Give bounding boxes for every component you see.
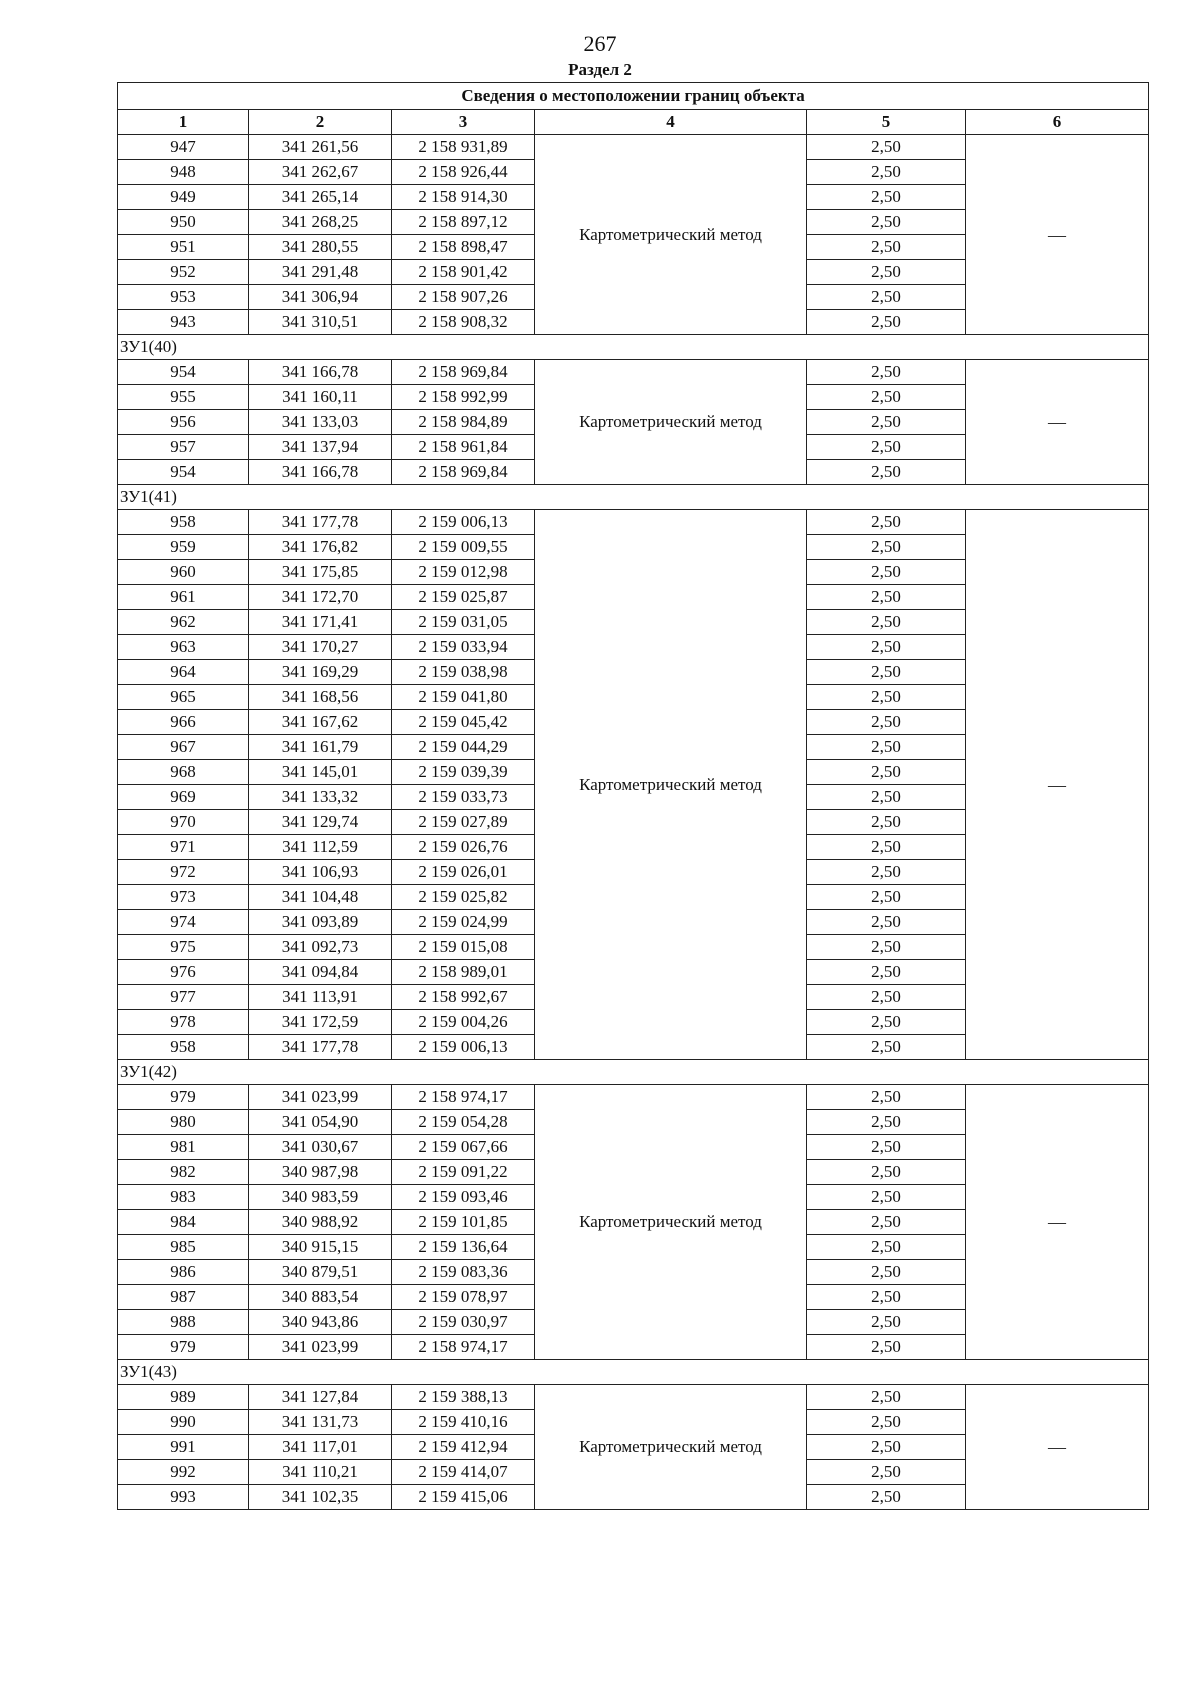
coordinate-x: 341 268,25: [249, 210, 392, 235]
accuracy-value: 2,50: [807, 235, 966, 260]
point-number: 977: [118, 985, 249, 1010]
point-number: 961: [118, 585, 249, 610]
accuracy-value: 2,50: [807, 910, 966, 935]
point-number: 966: [118, 710, 249, 735]
point-number: 952: [118, 260, 249, 285]
coordinate-y: 2 159 033,94: [392, 635, 535, 660]
coordinate-y: 2 158 901,42: [392, 260, 535, 285]
coordinate-x: 341 145,01: [249, 760, 392, 785]
coordinate-x: 341 170,27: [249, 635, 392, 660]
coordinate-x: 341 166,78: [249, 460, 392, 485]
coordinate-x: 341 106,93: [249, 860, 392, 885]
point-number: 958: [118, 1035, 249, 1060]
description-cell: —: [966, 360, 1149, 485]
coordinate-y: 2 159 038,98: [392, 660, 535, 685]
accuracy-value: 2,50: [807, 1385, 966, 1410]
accuracy-value: 2,50: [807, 1410, 966, 1435]
description-cell: —: [966, 135, 1149, 335]
accuracy-value: 2,50: [807, 1185, 966, 1210]
coordinate-x: 341 177,78: [249, 510, 392, 535]
coordinate-x: 341 291,48: [249, 260, 392, 285]
accuracy-value: 2,50: [807, 685, 966, 710]
accuracy-value: 2,50: [807, 1235, 966, 1260]
point-number: 982: [118, 1160, 249, 1185]
point-number: 981: [118, 1135, 249, 1160]
coordinate-x: 341 129,74: [249, 810, 392, 835]
point-number: 986: [118, 1260, 249, 1285]
coordinate-y: 2 159 031,05: [392, 610, 535, 635]
coordinate-x: 341 117,01: [249, 1435, 392, 1460]
coordinate-x: 341 171,41: [249, 610, 392, 635]
coordinate-x: 341 054,90: [249, 1110, 392, 1135]
coordinate-y: 2 159 136,64: [392, 1235, 535, 1260]
accuracy-value: 2,50: [807, 1435, 966, 1460]
accuracy-value: 2,50: [807, 160, 966, 185]
coordinate-y: 2 159 044,29: [392, 735, 535, 760]
column-header: 2: [249, 110, 392, 135]
coordinate-x: 341 176,82: [249, 535, 392, 560]
coordinate-y: 2 159 093,46: [392, 1185, 535, 1210]
point-number: 993: [118, 1485, 249, 1510]
coordinate-y: 2 159 012,98: [392, 560, 535, 585]
accuracy-value: 2,50: [807, 985, 966, 1010]
accuracy-value: 2,50: [807, 960, 966, 985]
table-row: [118, 510, 1149, 535]
accuracy-value: 2,50: [807, 935, 966, 960]
coordinate-y: 2 159 025,82: [392, 885, 535, 910]
accuracy-value: 2,50: [807, 1485, 966, 1510]
coordinate-y: 2 159 045,42: [392, 710, 535, 735]
coordinate-x: 341 030,67: [249, 1135, 392, 1160]
accuracy-value: 2,50: [807, 1285, 966, 1310]
accuracy-value: 2,50: [807, 885, 966, 910]
accuracy-value: 2,50: [807, 635, 966, 660]
coordinate-x: 341 102,35: [249, 1485, 392, 1510]
accuracy-value: 2,50: [807, 1460, 966, 1485]
accuracy-value: 2,50: [807, 1085, 966, 1110]
description-cell: —: [966, 1385, 1149, 1510]
coordinate-y: 2 158 974,17: [392, 1335, 535, 1360]
coordinate-y: 2 158 992,99: [392, 385, 535, 410]
accuracy-value: 2,50: [807, 210, 966, 235]
coordinate-y: 2 159 083,36: [392, 1260, 535, 1285]
point-number: 992: [118, 1460, 249, 1485]
point-number: 949: [118, 185, 249, 210]
point-number: 960: [118, 560, 249, 585]
description-cell: —: [966, 1085, 1149, 1360]
table-row: [118, 1385, 1149, 1410]
coordinate-x: 341 113,91: [249, 985, 392, 1010]
point-number: 957: [118, 435, 249, 460]
coordinate-y: 2 159 091,22: [392, 1160, 535, 1185]
coordinate-x: 341 137,94: [249, 435, 392, 460]
point-number: 980: [118, 1110, 249, 1135]
point-number: 962: [118, 610, 249, 635]
group-label: ЗУ1(42): [118, 1060, 1149, 1085]
coordinate-x: 341 133,03: [249, 410, 392, 435]
section-title: Раздел 2: [568, 60, 632, 79]
point-number: 979: [118, 1335, 249, 1360]
coordinate-x: 341 133,32: [249, 785, 392, 810]
group-label: ЗУ1(43): [118, 1360, 1149, 1385]
coordinate-x: 340 883,54: [249, 1285, 392, 1310]
point-number: 971: [118, 835, 249, 860]
coordinate-y: 2 158 931,89: [392, 135, 535, 160]
group-row: [118, 1060, 1149, 1085]
group-row: [118, 335, 1149, 360]
column-header: 1: [118, 110, 249, 135]
point-number: 950: [118, 210, 249, 235]
point-number: 983: [118, 1185, 249, 1210]
table-row: [118, 360, 1149, 385]
coordinate-y: 2 159 006,13: [392, 1035, 535, 1060]
point-number: 954: [118, 460, 249, 485]
accuracy-value: 2,50: [807, 585, 966, 610]
coordinate-y: 2 159 415,06: [392, 1485, 535, 1510]
point-number: 955: [118, 385, 249, 410]
coordinate-y: 2 158 969,84: [392, 360, 535, 385]
coordinate-x: 341 131,73: [249, 1410, 392, 1435]
table-body: [118, 135, 1149, 1510]
coordinate-x: 341 112,59: [249, 835, 392, 860]
accuracy-value: 2,50: [807, 460, 966, 485]
accuracy-value: 2,50: [807, 1135, 966, 1160]
accuracy-value: 2,50: [807, 285, 966, 310]
table-caption: Сведения о местоположении границ объекта: [118, 83, 1149, 110]
coordinate-x: 341 094,84: [249, 960, 392, 985]
point-number: 951: [118, 235, 249, 260]
coordinate-y: 2 159 027,89: [392, 810, 535, 835]
coordinate-y: 2 158 907,26: [392, 285, 535, 310]
coordinate-y: 2 158 961,84: [392, 435, 535, 460]
table-row: [118, 1085, 1149, 1110]
coordinate-x: 340 988,92: [249, 1210, 392, 1235]
point-number: 976: [118, 960, 249, 985]
coordinate-y: 2 159 004,26: [392, 1010, 535, 1035]
accuracy-value: 2,50: [807, 560, 966, 585]
accuracy-value: 2,50: [807, 660, 966, 685]
coordinate-x: 341 172,70: [249, 585, 392, 610]
coordinate-x: 340 943,86: [249, 1310, 392, 1335]
accuracy-value: 2,50: [807, 135, 966, 160]
accuracy-value: 2,50: [807, 760, 966, 785]
accuracy-value: 2,50: [807, 1160, 966, 1185]
coordinate-y: 2 159 067,66: [392, 1135, 535, 1160]
accuracy-value: 2,50: [807, 185, 966, 210]
coordinate-y: 2 159 078,97: [392, 1285, 535, 1310]
column-header: 6: [966, 110, 1149, 135]
point-number: 988: [118, 1310, 249, 1335]
accuracy-value: 2,50: [807, 435, 966, 460]
point-number: 989: [118, 1385, 249, 1410]
point-number: 959: [118, 535, 249, 560]
accuracy-value: 2,50: [807, 1310, 966, 1335]
coordinate-y: 2 159 009,55: [392, 535, 535, 560]
accuracy-value: 2,50: [807, 310, 966, 335]
point-number: 967: [118, 735, 249, 760]
point-number: 970: [118, 810, 249, 835]
coordinate-y: 2 159 039,39: [392, 760, 535, 785]
accuracy-value: 2,50: [807, 1210, 966, 1235]
accuracy-value: 2,50: [807, 1260, 966, 1285]
point-number: 987: [118, 1285, 249, 1310]
method-cell: Картометрический метод: [535, 1085, 807, 1360]
point-number: 964: [118, 660, 249, 685]
method-cell: Картометрический метод: [535, 1385, 807, 1510]
accuracy-value: 2,50: [807, 535, 966, 560]
coordinate-y: 2 159 030,97: [392, 1310, 535, 1335]
accuracy-value: 2,50: [807, 410, 966, 435]
coordinate-x: 341 175,85: [249, 560, 392, 585]
coordinate-x: 341 280,55: [249, 235, 392, 260]
coordinate-x: 340 987,98: [249, 1160, 392, 1185]
accuracy-value: 2,50: [807, 1335, 966, 1360]
point-number: 974: [118, 910, 249, 935]
coordinate-x: 341 310,51: [249, 310, 392, 335]
accuracy-value: 2,50: [807, 360, 966, 385]
column-header: 4: [535, 110, 807, 135]
accuracy-value: 2,50: [807, 785, 966, 810]
coordinate-x: 341 092,73: [249, 935, 392, 960]
coordinate-x: 341 306,94: [249, 285, 392, 310]
accuracy-value: 2,50: [807, 710, 966, 735]
coordinate-x: 341 127,84: [249, 1385, 392, 1410]
method-cell: Картометрический метод: [535, 360, 807, 485]
coordinate-y: 2 158 984,89: [392, 410, 535, 435]
accuracy-value: 2,50: [807, 1010, 966, 1035]
coordinate-y: 2 159 025,87: [392, 585, 535, 610]
point-number: 990: [118, 1410, 249, 1435]
point-number: 984: [118, 1210, 249, 1235]
accuracy-value: 2,50: [807, 385, 966, 410]
accuracy-value: 2,50: [807, 510, 966, 535]
coordinate-y: 2 158 898,47: [392, 235, 535, 260]
coordinate-x: 341 160,11: [249, 385, 392, 410]
coordinate-y: 2 159 026,76: [392, 835, 535, 860]
point-number: 958: [118, 510, 249, 535]
point-number: 985: [118, 1235, 249, 1260]
point-number: 969: [118, 785, 249, 810]
coordinate-y: 2 159 412,94: [392, 1435, 535, 1460]
point-number: 954: [118, 360, 249, 385]
coordinate-x: 341 167,62: [249, 710, 392, 735]
column-header: 5: [807, 110, 966, 135]
point-number: 973: [118, 885, 249, 910]
point-number: 991: [118, 1435, 249, 1460]
coordinate-y: 2 159 026,01: [392, 860, 535, 885]
coordinate-y: 2 158 969,84: [392, 460, 535, 485]
coordinate-x: 341 177,78: [249, 1035, 392, 1060]
coordinate-y: 2 159 015,08: [392, 935, 535, 960]
coordinate-y: 2 159 101,85: [392, 1210, 535, 1235]
coordinate-y: 2 158 974,17: [392, 1085, 535, 1110]
coordinate-y: 2 158 914,30: [392, 185, 535, 210]
point-number: 948: [118, 160, 249, 185]
coordinate-y: 2 159 006,13: [392, 510, 535, 535]
coordinate-x: 341 168,56: [249, 685, 392, 710]
accuracy-value: 2,50: [807, 1035, 966, 1060]
page-number: 267: [583, 31, 617, 56]
coordinate-y: 2 159 041,80: [392, 685, 535, 710]
group-label: ЗУ1(40): [118, 335, 1149, 360]
point-number: 968: [118, 760, 249, 785]
point-number: 972: [118, 860, 249, 885]
point-number: 943: [118, 310, 249, 335]
method-cell: Картометрический метод: [535, 135, 807, 335]
coordinate-y: 2 158 897,12: [392, 210, 535, 235]
method-cell: Картометрический метод: [535, 510, 807, 1060]
coordinate-y: 2 158 908,32: [392, 310, 535, 335]
point-number: 963: [118, 635, 249, 660]
coordinate-y: 2 159 033,73: [392, 785, 535, 810]
coordinate-y: 2 159 054,28: [392, 1110, 535, 1135]
coordinate-x: 340 915,15: [249, 1235, 392, 1260]
coordinate-x: 341 265,14: [249, 185, 392, 210]
coordinate-y: 2 159 388,13: [392, 1385, 535, 1410]
coordinate-x: 341 023,99: [249, 1085, 392, 1110]
coordinate-x: 341 161,79: [249, 735, 392, 760]
accuracy-value: 2,50: [807, 260, 966, 285]
coordinate-y: 2 158 992,67: [392, 985, 535, 1010]
coordinate-x: 340 879,51: [249, 1260, 392, 1285]
point-number: 975: [118, 935, 249, 960]
coordinate-x: 341 172,59: [249, 1010, 392, 1035]
accuracy-value: 2,50: [807, 610, 966, 635]
coordinate-x: 341 093,89: [249, 910, 392, 935]
column-header-row: [118, 110, 1149, 135]
group-row: [118, 1360, 1149, 1385]
point-number: 965: [118, 685, 249, 710]
point-number: 947: [118, 135, 249, 160]
coordinate-y: 2 159 410,16: [392, 1410, 535, 1435]
accuracy-value: 2,50: [807, 860, 966, 885]
accuracy-value: 2,50: [807, 835, 966, 860]
coordinate-y: 2 158 926,44: [392, 160, 535, 185]
table-row: [118, 135, 1149, 160]
coordinate-y: 2 158 989,01: [392, 960, 535, 985]
boundary-coordinates-table: [117, 82, 1149, 1510]
column-header: 3: [392, 110, 535, 135]
point-number: 978: [118, 1010, 249, 1035]
coordinate-x: 341 023,99: [249, 1335, 392, 1360]
group-label: ЗУ1(41): [118, 485, 1149, 510]
description-cell: —: [966, 510, 1149, 1060]
accuracy-value: 2,50: [807, 810, 966, 835]
coordinate-x: 341 262,67: [249, 160, 392, 185]
coordinate-x: 340 983,59: [249, 1185, 392, 1210]
accuracy-value: 2,50: [807, 1110, 966, 1135]
point-number: 953: [118, 285, 249, 310]
coordinate-x: 341 110,21: [249, 1460, 392, 1485]
point-number: 956: [118, 410, 249, 435]
accuracy-value: 2,50: [807, 735, 966, 760]
group-row: [118, 485, 1149, 510]
coordinate-y: 2 159 414,07: [392, 1460, 535, 1485]
coordinate-x: 341 169,29: [249, 660, 392, 685]
coordinate-x: 341 104,48: [249, 885, 392, 910]
coordinate-x: 341 166,78: [249, 360, 392, 385]
coordinate-y: 2 159 024,99: [392, 910, 535, 935]
point-number: 979: [118, 1085, 249, 1110]
coordinate-x: 341 261,56: [249, 135, 392, 160]
